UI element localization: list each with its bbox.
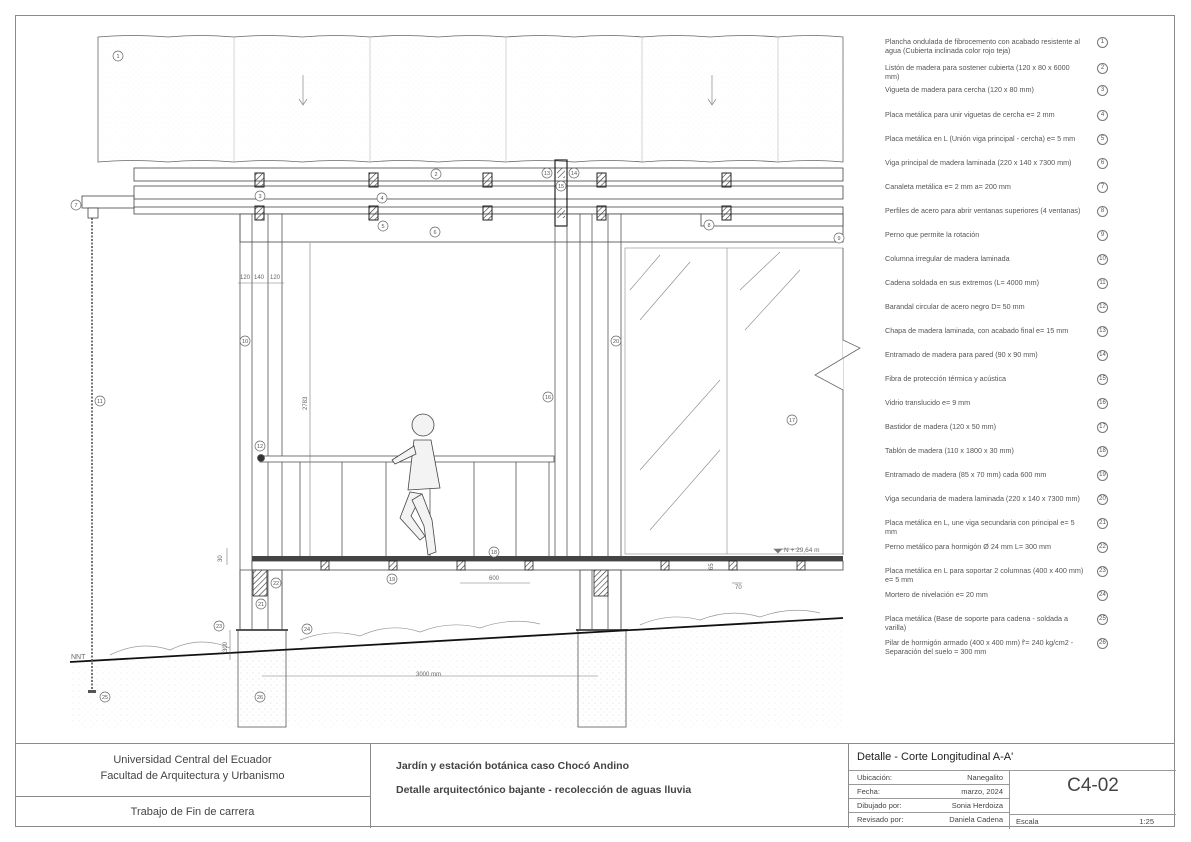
break-line <box>815 248 860 555</box>
info-row-drawn-by: Dibujado por: Sonia Herdoiza <box>849 798 1009 813</box>
callout-number: 16 <box>544 395 552 401</box>
legend-item-number: 15 <box>1097 374 1108 385</box>
rain-chain <box>88 218 96 693</box>
legend-item-number: 18 <box>1097 446 1108 457</box>
detail-title: Detalle - Corte Longitudinal A-A' <box>857 751 1014 763</box>
legend-item-text: Perno que permite la rotación <box>885 230 980 239</box>
legend-item-text: Canaleta metálica e= 2 mm a= 200 mm <box>885 182 1011 191</box>
callout-number: 17 <box>788 418 796 424</box>
callout-number: 4 <box>380 196 384 202</box>
callout-marker <box>704 220 714 230</box>
legend-item-text: Bastidor de madera (120 x 50 mm) <box>885 422 997 431</box>
roof-sheet <box>98 36 843 163</box>
sheet-subject: Detalle arquitectónico bajante - recolección de aguas lluvia <box>396 784 692 796</box>
legend-item-text: Plancha ondulada de fibrocemento con acabado resistente al agua (Cubierta inclinada color rojo teja) <box>885 37 1080 56</box>
ground-label: NNT <box>71 654 86 661</box>
legend-item-number: 22 <box>1097 542 1108 553</box>
legend-item-number: 12 <box>1097 302 1108 313</box>
legend-item-text: Viga principal de madera laminada (220 x 140 x 7300 mm) <box>885 158 1072 167</box>
dim-span: 3000 mm <box>416 672 442 678</box>
callout-marker <box>113 51 123 61</box>
callout-number: 20 <box>612 339 620 345</box>
callout-number: 13 <box>543 171 551 177</box>
callout-number: 18 <box>490 550 498 556</box>
callout-marker <box>95 396 105 406</box>
legend-item-text: Vigueta de madera para cercha (120 x 80 mm) <box>885 85 1034 94</box>
callout-number: 14 <box>570 171 578 177</box>
legend-item-text: Entramado de madera (85 x 70 mm) cada 600 mm <box>885 470 1047 479</box>
legend-item-number: 5 <box>1097 134 1108 145</box>
callout-marker <box>569 168 579 178</box>
legend-item-text: Entramado de madera para pared (90 x 90 mm) <box>885 350 1038 359</box>
callout-marker <box>255 441 265 451</box>
callout-number: 19 <box>388 577 396 583</box>
callout-number: 12 <box>256 444 264 450</box>
callout-marker <box>378 221 388 231</box>
legend-item-number: 8 <box>1097 206 1108 217</box>
callout-marker <box>256 599 266 609</box>
project-cell <box>371 744 849 828</box>
callout-number: 8 <box>707 223 711 229</box>
callout-marker <box>611 336 621 346</box>
legend-item-number: 16 <box>1097 398 1108 409</box>
legend-item-number: 7 <box>1097 182 1108 193</box>
legend-item-number: 19 <box>1097 470 1108 481</box>
dim-gap: 30 <box>218 555 224 562</box>
callout-number: 3 <box>258 194 262 200</box>
callout-marker <box>377 193 387 203</box>
legend-item-number: 10 <box>1097 254 1108 265</box>
project-title: Jardín y estación botánica caso Chocó Andino <box>396 760 629 772</box>
callout-number: 6 <box>433 230 437 236</box>
faculty-name: Facultad de Arquitectura y Urbanismo <box>100 770 285 782</box>
callout-number: 23 <box>215 624 223 630</box>
callout-number: 22 <box>272 581 280 587</box>
callout-marker <box>271 578 281 588</box>
callout-number: 21 <box>257 602 265 608</box>
callout-marker <box>255 191 265 201</box>
callout-number: 11 <box>97 399 103 405</box>
legend-item-number: 25 <box>1097 614 1108 625</box>
legend-item-number: 24 <box>1097 590 1108 601</box>
callout-number: 2 <box>434 172 438 178</box>
legend-item-number: 17 <box>1097 422 1108 433</box>
legend-item-number: 1 <box>1097 37 1108 48</box>
legend-item-text: Perno metálico para hormigón Ø 24 mm L= 300 mm <box>885 542 1051 551</box>
info-row-date: Fecha: marzo, 2024 <box>849 784 1009 799</box>
legend-item-text: Placa metálica para unir viguetas de cercha e= 2 mm <box>885 110 1055 119</box>
sheet-code: C4-02 <box>1009 770 1176 815</box>
university-cell <box>15 744 371 797</box>
callout-number: 24 <box>303 627 311 633</box>
level-mark: N + 29,64 m <box>784 547 820 554</box>
callout-number: 25 <box>101 695 109 701</box>
floor-structure <box>240 556 843 630</box>
callout-marker <box>430 227 440 237</box>
callout-marker <box>387 574 397 584</box>
callout-number: 1 <box>116 54 120 60</box>
legend-item-number: 20 <box>1097 494 1108 505</box>
info-row-reviewed-by: Revisado por: Daniela Cadena <box>849 812 1009 827</box>
callout-number: 7 <box>74 203 78 209</box>
legend-item-number: 6 <box>1097 158 1108 169</box>
callout-marker <box>214 621 224 631</box>
callout-marker <box>556 181 566 191</box>
dim-65: 65 <box>709 563 715 570</box>
scale-row: Escala 1:25 <box>1009 814 1176 829</box>
work-type: Trabajo de Fin de carrera <box>15 797 371 828</box>
legend-item-text: Placa metálica en L (Unión viga principal - cercha) e= 5 mm <box>885 134 1076 143</box>
callout-marker <box>71 200 81 210</box>
callout-marker <box>489 547 499 557</box>
human-scale-figure <box>392 414 440 555</box>
callout-marker <box>100 692 110 702</box>
legend-item-text: Pilar de hormigón armado (400 x 400 mm) f'= 240 kg/cm2 - Separación del suelo = 300 mm <box>885 638 1074 657</box>
sheet-info <box>849 744 1175 828</box>
callout-number: 5 <box>381 224 385 230</box>
dim-col-w2: 140 <box>254 275 265 281</box>
ground <box>70 610 843 727</box>
callout-marker <box>834 233 844 243</box>
dim-col-w1: 120 <box>240 275 251 281</box>
legend-item-text: Viga secundaria de madera laminada (220 x 140 x 7300 mm) <box>885 494 1080 503</box>
callout-marker <box>240 336 250 346</box>
glass-wall <box>625 248 843 554</box>
dim-col-w3: 120 <box>270 275 281 281</box>
legend-item-text: Columna irregular de madera laminada <box>885 254 1010 263</box>
legend-item-text: Perfiles de acero para abrir ventanas superiores (4 ventanas) <box>885 206 1081 215</box>
legend-item-text: Placa metálica en L para soportar 2 columnas (400 x 400 mm) e= 5 mm <box>885 566 1084 585</box>
callout-number: 15 <box>557 184 565 190</box>
legend-item-text: Fibra de protección térmica y acústica <box>885 374 1007 383</box>
callout-marker <box>542 168 552 178</box>
legend-item-text: Cadena soldada en sus extremos (L= 4000 mm) <box>885 278 1040 287</box>
legend-item-text: Placa metálica en L, une viga secundaria con principal e= 5 mm <box>885 518 1075 537</box>
legend-item-number: 2 <box>1097 63 1108 74</box>
callout-number: 26 <box>256 695 264 701</box>
callout-marker <box>302 624 312 634</box>
legend-item-number: 23 <box>1097 566 1108 577</box>
university-name: Universidad Central del Ecuador <box>113 754 272 766</box>
legend-item-number: 11 <box>1097 278 1108 289</box>
legend-item-text: Vidrio translucido e= 9 mm <box>885 398 971 407</box>
legend-item-number: 9 <box>1097 230 1108 241</box>
info-row-location: Ubicación: Nanegalito <box>849 770 1009 785</box>
dim-spacing: 600 <box>489 576 500 582</box>
legend-item-number: 14 <box>1097 350 1108 361</box>
legend-item-text: Chapa de madera laminada, con acabado final e= 15 mm <box>885 326 1069 335</box>
legend-item-text: Barandal circular de acero negro D= 50 mm <box>885 302 1025 311</box>
callout-marker <box>543 392 553 402</box>
legend-item-number: 4 <box>1097 110 1108 121</box>
callout-number: 9 <box>837 236 841 242</box>
dim-70: 70 <box>735 585 742 591</box>
legend-item-text: Mortero de nivelación e= 20 mm <box>885 590 988 599</box>
legend-item-number: 21 <box>1097 518 1108 529</box>
legend-item-text: Placa metálica (Base de soporte para cadena - soldada a varilla) <box>885 614 1068 633</box>
dim-height: 2783 <box>303 396 309 410</box>
legend-item-text: Tablón de madera (110 x 1800 x 30 mm) <box>885 446 1014 455</box>
callout-marker <box>431 169 441 179</box>
callout-marker <box>255 692 265 702</box>
legend-item-number: 3 <box>1097 85 1108 96</box>
legend-item-number: 13 <box>1097 326 1108 337</box>
callout-number: 10 <box>241 339 249 345</box>
title-block <box>15 743 1175 828</box>
dim-300: 300 <box>223 641 229 652</box>
legend-item-number: 26 <box>1097 638 1108 649</box>
callout-marker <box>787 415 797 425</box>
legend-item-text: Listón de madera para sostener cubierta (120 x 80 x 6000 mm) <box>885 63 1070 82</box>
